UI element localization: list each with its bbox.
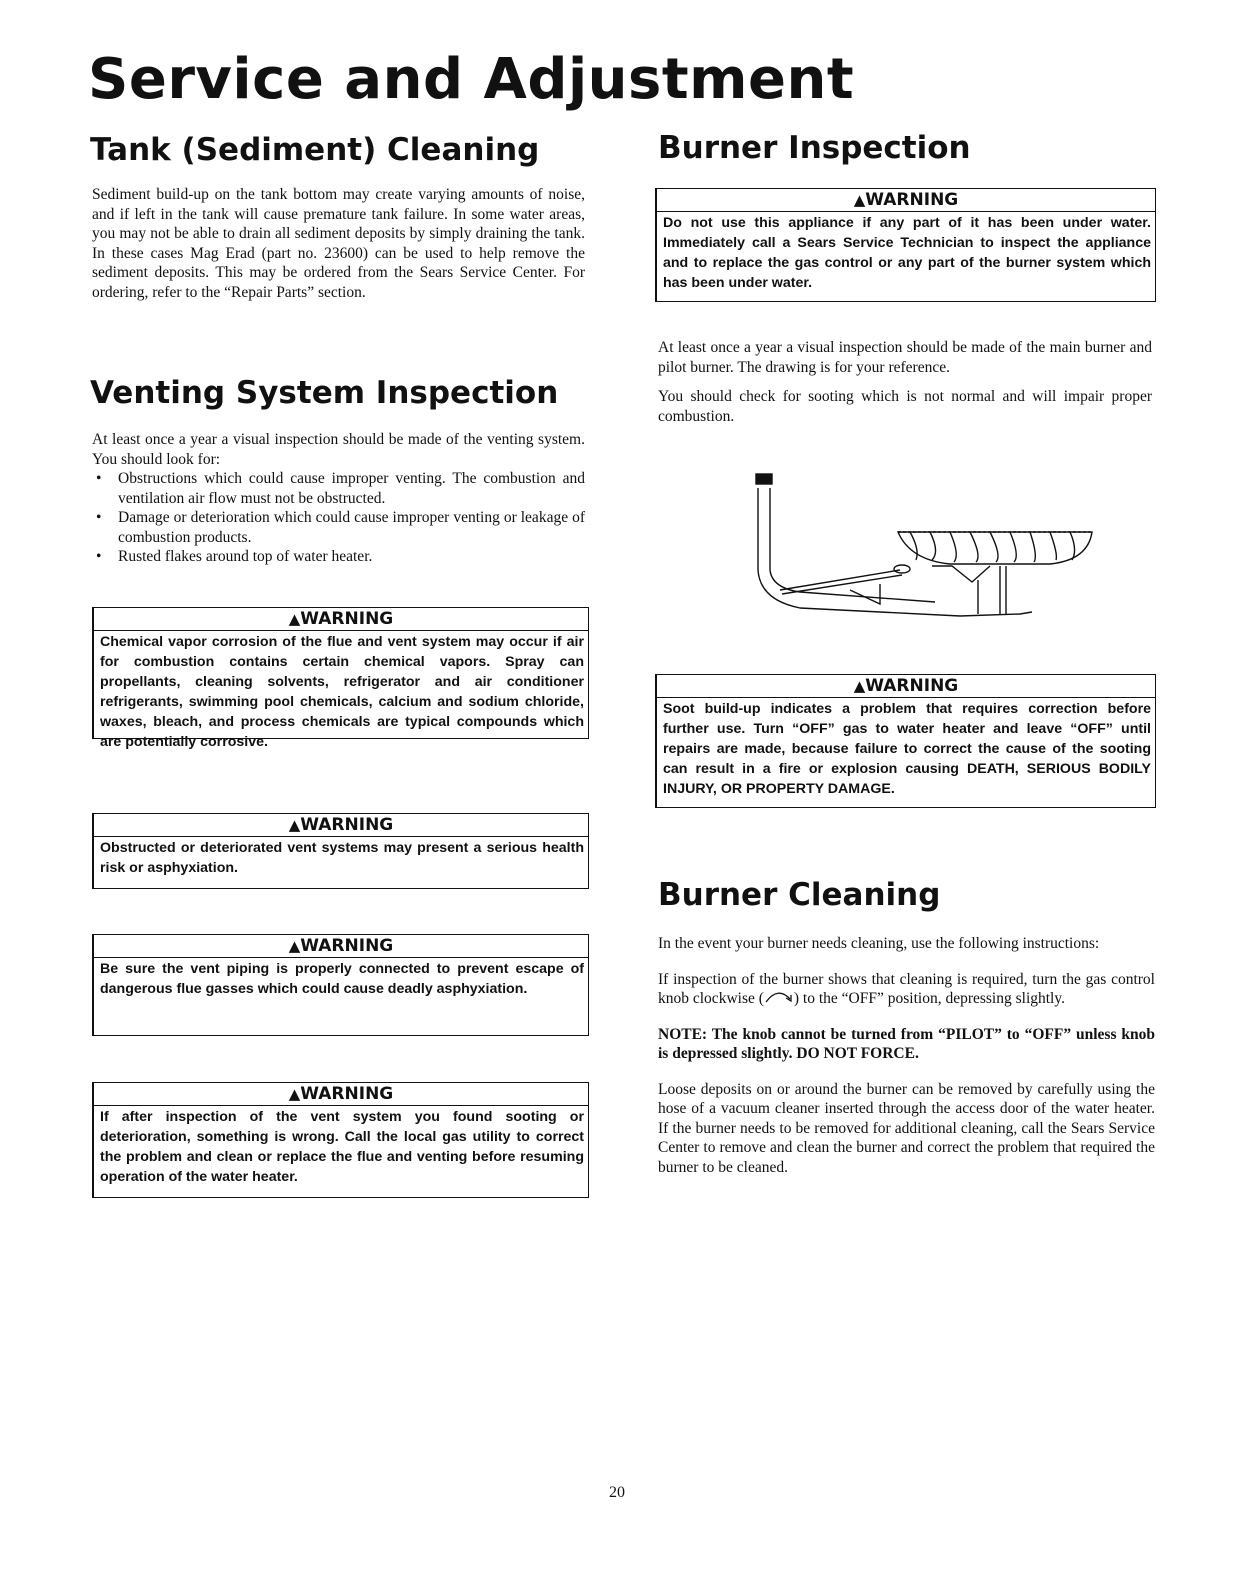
- list-item: • Damage or deterioration which could cause improper venting or leakage of combustion products.: [92, 508, 585, 547]
- note: NOTE: The knob cannot be turned from “PILOT” to “OFF” unless knob is depressed slightly. DO NOT FORCE.: [658, 1025, 1155, 1062]
- warning-triangle-icon: ▲: [288, 816, 301, 834]
- burner-cleaning-body: [658, 934, 1155, 1187]
- warning-triangle-icon: ▲: [288, 1085, 301, 1103]
- warning-text: Soot build-up indicates a problem that requires correction before further use. Turn “OFF” gas to water heater and leave “OFF” until repairs are made, because failure to correct the cause of the sooting can result in a fire or explosion causing DEATH, SERIOUS BODILY INJURY, OR PROPERTY DAMAGE.: [663, 701, 1151, 797]
- warning-box-chemical: [92, 607, 589, 750]
- warning-box-under-water: [655, 188, 1156, 302]
- paragraph: Loose deposits on or around the burner can be removed by carefully using the hose of a vacuum cleaner inserted through the access door of the water heater. If the burner needs to be removed for additional cleaning, call the Sears Service Center to remove and clean the burner and correct the problem that required the burner to be cleaned.: [658, 1080, 1155, 1176]
- warning-triangle-icon: ▲: [288, 937, 301, 955]
- burner-head: [898, 532, 1092, 564]
- text: ) to the “OFF” position, depressing slightly.: [793, 990, 1065, 1007]
- page-number: 20: [609, 1484, 625, 1501]
- tank-text: Sediment build-up on the tank bottom may create varying amounts of noise, and if left in the tank will cause premature tank failure. In some water areas, you may not be able to drain all sediment deposits by simply draining the tank. In these cases Mag Erad (part no. 23600) can be used to help remove the sediment deposits. This may be ordered from the Sears Service Center. For ordering, refer to the “Repair Parts” section.: [92, 186, 585, 301]
- paragraph: In the event your burner needs cleaning, use the following instructions:: [658, 935, 1100, 952]
- warning-title: WARNING: [300, 815, 394, 835]
- text: If inspection of the burner shows that cleaning is required, turn the gas control knob clockwise (: [658, 970, 1155, 1007]
- warning-text: Do not use this appliance if any part of it has been under water. Immediately call a Sears Service Technician to inspect the appliance and to replace the gas control or any part of the burner system which has been under water.: [663, 215, 1151, 291]
- warning-title: WARNING: [300, 609, 394, 629]
- warning-title: WARNING: [300, 936, 394, 956]
- warning-title: WARNING: [865, 676, 959, 696]
- venting-body: [92, 430, 585, 567]
- list-item: • Obstructions which could cause improper venting. The combustion and ventilation air flow must not be obstructed.: [92, 469, 585, 508]
- page-title: Service and Adjustment: [88, 47, 855, 112]
- venting-heading: Venting System Inspection: [90, 375, 559, 411]
- warning-box-obstructed: [92, 813, 589, 889]
- burner-drawing: [720, 460, 1100, 620]
- burner-bracket: [932, 566, 990, 582]
- warning-title: WARNING: [300, 1084, 394, 1104]
- warning-box-soot: [655, 674, 1156, 808]
- burner-inspection-body: [658, 338, 1152, 436]
- venting-intro: At least once a year a visual inspection should be made of the venting system. You should look for:: [92, 431, 585, 468]
- warning-triangle-icon: ▲: [853, 677, 866, 695]
- warning-triangle-icon: ▲: [288, 610, 301, 628]
- warning-text: Chemical vapor corrosion of the flue and vent system may occur if air for combustion contains certain chemical vapors. Spray can propellants, cleaning solvents, refrigerator and air conditioner refrigerants, swimming pool chemicals, calcium and sodium chloride, waxes, bleach, and process chemicals are typical compounds which are potentially corrosive.: [100, 634, 584, 750]
- paragraph: You should check for sooting which is not normal and will impair proper combustion.: [658, 388, 1152, 425]
- warning-text: If after inspection of the vent system you found sooting or deterioration, something is wrong. Call the local gas utility to correct the problem and clean or replace the flue and venting before resuming operation of the water heater.: [100, 1109, 584, 1185]
- burner-inspection-heading: Burner Inspection: [658, 130, 971, 166]
- paragraph: At least once a year a visual inspection should be made of the main burner and pilot burner. The drawing is for your reference.: [658, 339, 1152, 376]
- warning-box-sooting: [92, 1082, 589, 1198]
- tank-heading: Tank (Sediment) Cleaning: [90, 132, 540, 168]
- clockwise-arrow-icon: [764, 989, 794, 1003]
- warning-text: Be sure the vent piping is properly connected to prevent escape of dangerous flue gasses which could cause deadly asphyxiation.: [100, 961, 584, 997]
- burner-cleaning-heading: Burner Cleaning: [658, 877, 941, 913]
- pilot-tube-fitting: [756, 474, 772, 484]
- warning-title: WARNING: [865, 190, 959, 210]
- list-item: • Rusted flakes around top of water heater.: [92, 547, 585, 567]
- warning-box-vent-piping: [92, 934, 589, 1036]
- pilot-line: [780, 570, 902, 594]
- warning-text: Obstructed or deteriorated vent systems may present a serious health risk or asphyxiation.: [100, 840, 584, 876]
- warning-triangle-icon: ▲: [853, 191, 866, 209]
- paragraph: [658, 970, 1155, 1009]
